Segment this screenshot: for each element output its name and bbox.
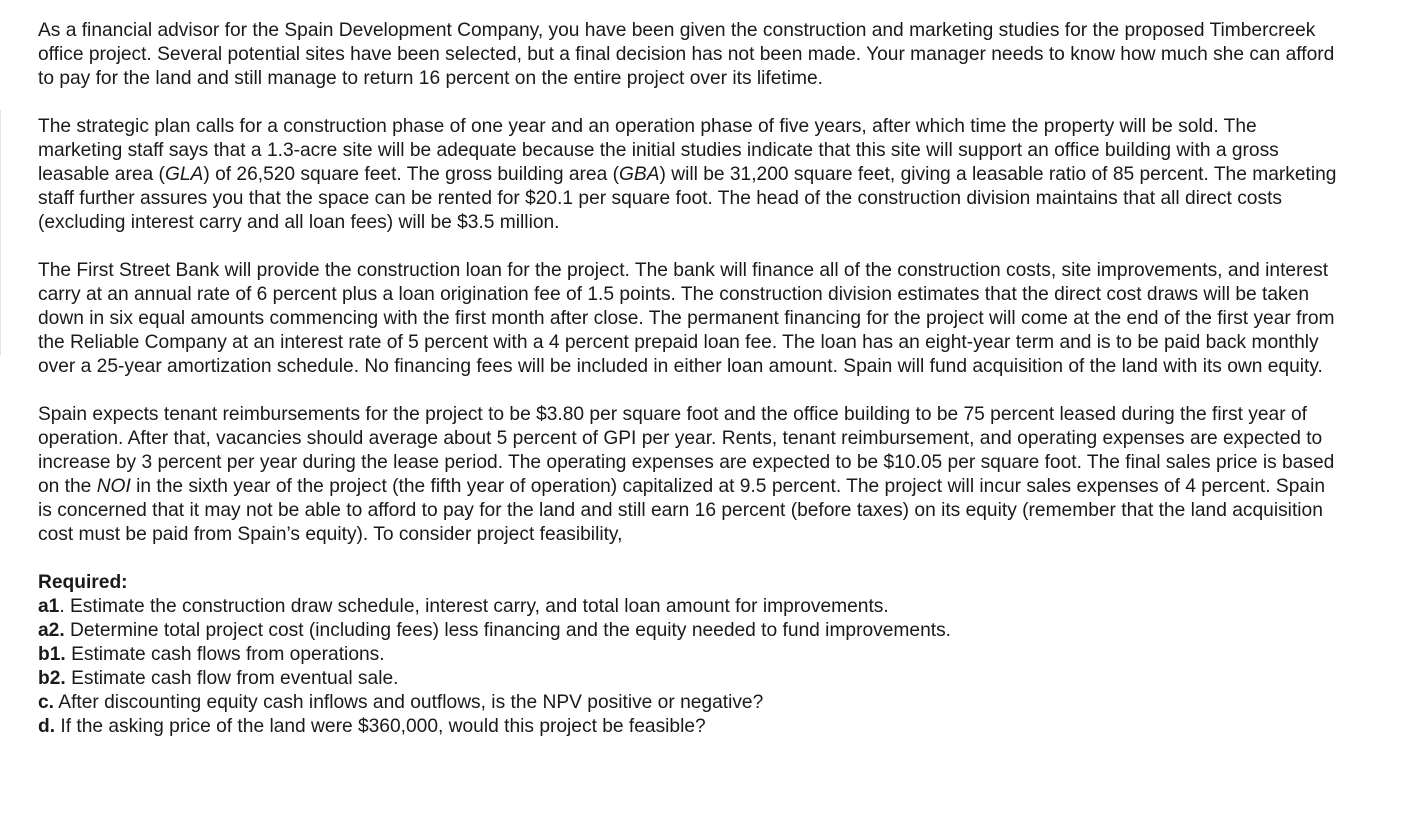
- left-divider: [0, 110, 1, 355]
- text-run: The strategic plan calls for a construction phase of one year and an operation phase of five years, after which time the property will be sold. The marketing staff says that a 1.3-acre site will be adequate because the initial studies indicate that this site will support an office building with a gross leasable area (: [38, 116, 1279, 185]
- required-heading: Required:: [38, 572, 128, 593]
- item-text: Estimate cash flows from operations.: [65, 644, 385, 665]
- item-label: b1.: [38, 644, 66, 665]
- required-item-a2: [38, 619, 1343, 643]
- item-label: a2.: [38, 620, 65, 641]
- text-run: ) of 26,520 square feet. The gross building area (: [203, 164, 619, 185]
- required-item-c: [38, 691, 1343, 715]
- gba-abbrev: GBA: [618, 164, 660, 185]
- text-run: Spain expects tenant reimbursements for the project to be $3.80 per square foot and the office building to be 75 percent leased during the first year of operation. After that, vacancies should average about 5 percent of GPI per year. Rents, tenant reimbursement, and operating expenses are expected to increase by 3 percent per year during the lease period. The operating expenses are expected to be $10.05 per square foot. The final sales price is based on the: [38, 404, 1335, 497]
- problem-text: [38, 19, 1343, 739]
- item-text: . Estimate the construction draw schedule, interest carry, and total loan amount for improvements.: [59, 596, 889, 617]
- required-item-b1: [38, 643, 1343, 667]
- item-label: c.: [38, 692, 55, 713]
- required-item-d: [38, 715, 1343, 739]
- paragraph-strategic-plan: [38, 115, 1343, 235]
- text-run: ) will be 31,200 square feet, giving a leasable ratio of 85 percent. The marketing staff further assures you that the space can be rented for $20.1 per square foot. The head of the construction division maintains that all direct costs (excluding interest carry and all loan fees) will be $3.5 million.: [38, 164, 1337, 233]
- item-text: Determine total project cost (including fees) less financing and the equity needed to fund improvements.: [64, 620, 952, 641]
- item-label: d.: [38, 716, 56, 737]
- item-text: After discounting equity cash inflows and outflows, is the NPV positive or negative?: [54, 692, 764, 713]
- paragraph-financing: The First Street Bank will provide the construction loan for the project. The bank will finance all of the construction costs, site improvements, and interest carry at an annual rate of 6 percent plus a loan origination fee of 1.5 points. The construction division estimates that the direct cost draws will be taken down in six equal amounts commencing with the first month after close. The permanent financing for the project will come at the end of the first year from the Reliable Company at an interest rate of 5 percent with a 4 percent prepaid loan fee. The loan has an eight-year term and is to be paid back monthly over a 25-year amortization schedule. No financing fees will be included in either loan amount. Spain will fund acquisition of the land with its own equity.: [38, 260, 1335, 377]
- item-label: a1: [38, 596, 60, 617]
- required-section: [38, 571, 1343, 739]
- required-item-b2: [38, 667, 1343, 691]
- item-label: b2.: [38, 668, 66, 689]
- required-item-a1: [38, 595, 1343, 619]
- item-text: If the asking price of the land were $360,000, would this project be feasible?: [55, 716, 706, 737]
- item-text: Estimate cash flow from eventual sale.: [65, 668, 399, 689]
- paragraph-operations: [38, 403, 1343, 547]
- gla-abbrev: GLA: [164, 164, 204, 185]
- noi-abbrev: NOI: [96, 476, 131, 497]
- text-run: in the sixth year of the project (the fifth year of operation) capitalized at 9.5 percent. The project will incur sales expenses of 4 percent. Spain is concerned that it may not be able to afford to pay for the land and still earn 16 percent (before taxes) on its equity (remember that the land acquisition cost must be paid from Spain’s equity). To consider project feasibility,: [38, 476, 1325, 545]
- paragraph-intro: As a financial advisor for the Spain Development Company, you have been given the construction and marketing studies for the proposed Timbercreek office project. Several potential sites have been selected, but a final decision has not been made. Your manager needs to know how much she can afford to pay for the land and still manage to return 16 percent on the entire project over its lifetime.: [38, 20, 1335, 89]
